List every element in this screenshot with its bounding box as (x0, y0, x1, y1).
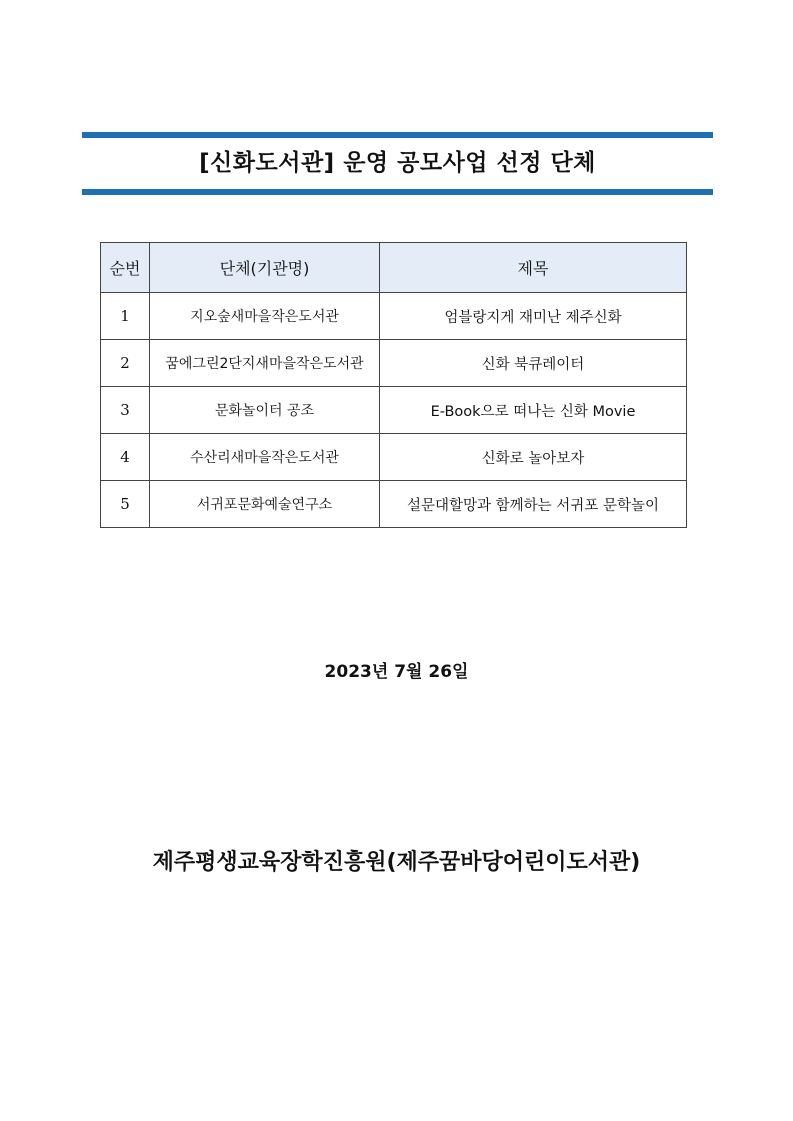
program-title: 신화로 놀아보자 (380, 434, 687, 481)
program-title: 신화 북큐레이터 (380, 340, 687, 387)
organization-name: 지오숲새마을작은도서관 (150, 293, 380, 340)
row-number: 4 (101, 434, 150, 481)
column-header-title: 제목 (380, 243, 687, 293)
organization-name: 서귀포문화예술연구소 (150, 481, 380, 528)
organization-name: 수산리새마을작은도서관 (150, 434, 380, 481)
program-title: 엄블랑지게 재미난 제주신화 (380, 293, 687, 340)
row-number: 5 (101, 481, 150, 528)
table-row (101, 340, 687, 387)
title-bottom-rule (82, 189, 713, 195)
program-title: E-Book으로 떠나는 신화 Movie (380, 387, 687, 434)
organization-name: 꿈에그린2단지새마을작은도서관 (150, 340, 380, 387)
title-block (82, 132, 713, 196)
row-number: 2 (101, 340, 150, 387)
column-header-organization: 단체(기관명) (150, 243, 380, 293)
issuing-organization: 제주평생교육장학진흥원(제주꿈바당어린이도서관) (152, 850, 641, 875)
table-row (101, 387, 687, 434)
table-row (101, 481, 687, 528)
row-number: 3 (101, 387, 150, 434)
page-title: [신화도서관] 운영 공모사업 선정 단체 (199, 150, 596, 176)
table-row (101, 293, 687, 340)
program-title: 설문대할망과 함께하는 서귀포 문학놀이 (380, 481, 687, 528)
announcement-date: 2023년 7월 26일 (324, 662, 469, 682)
selected-organizations-table (100, 242, 687, 528)
column-header-number: 순번 (101, 243, 150, 293)
organization-name: 문화놀이터 공조 (150, 387, 380, 434)
row-number: 1 (101, 293, 150, 340)
table-row (101, 434, 687, 481)
table-header-row (101, 243, 687, 293)
